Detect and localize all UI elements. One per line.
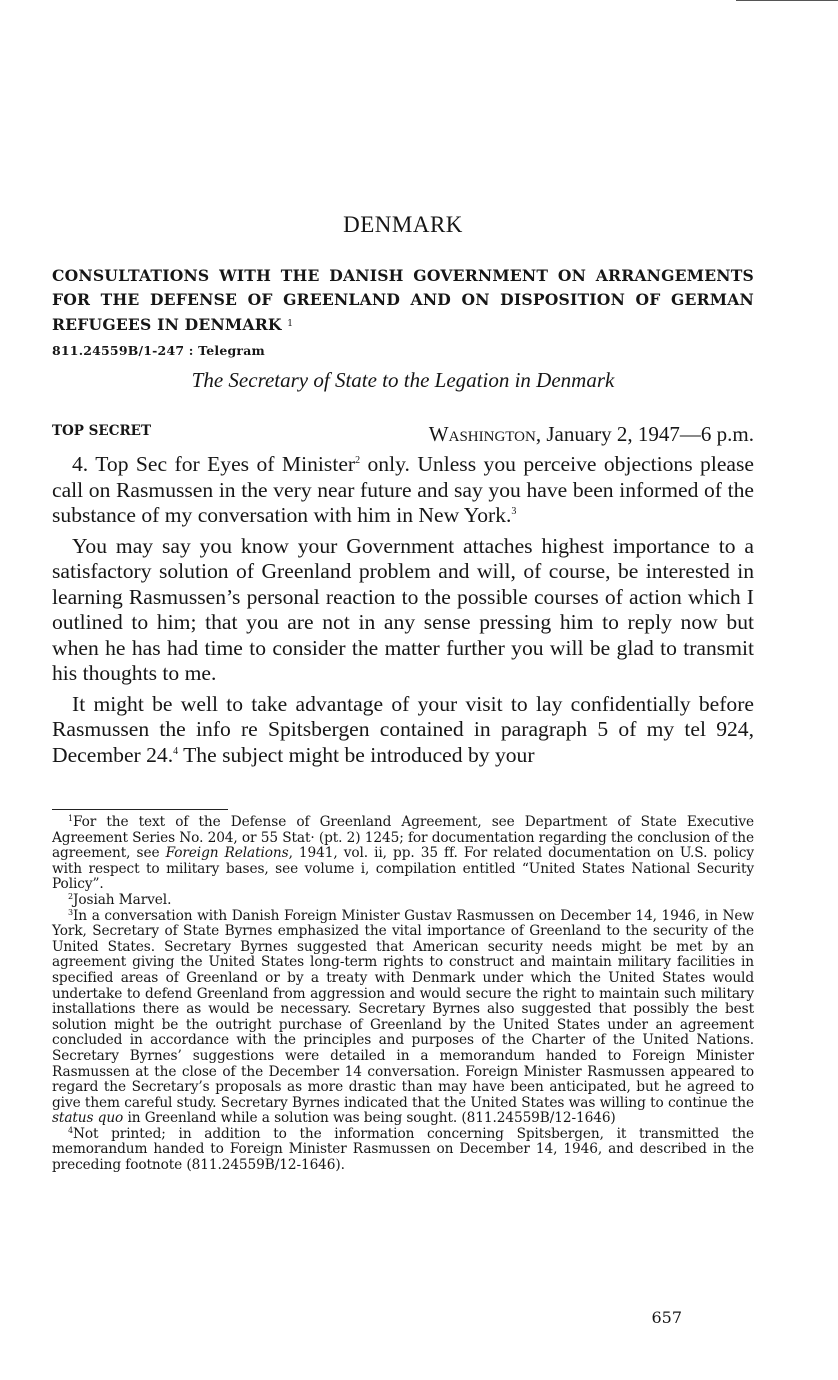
footnote-text: For the text of the Defense of Greenland Agreement, see Department of State Executive Agreement Series No. 204, or 55 Stat· (pt. 2) 1245; for documentation regarding the conclusion of the agreement, see (52, 814, 754, 862)
file-number: 811.24559B/1-247 : Telegram (52, 343, 265, 358)
dateline-date: January 2, 1947—6 p.m. (546, 422, 754, 446)
footnote-1 (52, 815, 754, 893)
footnote-italic: status quo (52, 1110, 124, 1127)
telegram-body (52, 452, 754, 773)
dateline-place: Washington, (428, 422, 542, 446)
footnote-divider (52, 809, 228, 810)
document-heading (52, 264, 754, 337)
footnote-text: in Greenland while a solution was being sought. (811.24559B/12-1646) (123, 1110, 616, 1127)
body-paragraph (52, 692, 754, 769)
footnote-4 (52, 1127, 754, 1174)
footnote-2 (52, 893, 754, 909)
classification-label: TOP SECRET (52, 423, 151, 439)
footnote-italic: Foreign Relations (165, 845, 289, 862)
paragraph-text: only. Unless you perceive objections please call on Rasmussen in the very near future and say you have been informed of the substance of my conversation with him in New York. (52, 452, 754, 527)
footnote-text: In a conversation with Danish Foreign Minister Gustav Rasmussen on December 14, 1946, in New York, Secretary of State Byrnes emphasized the vital importance of Greenland to the security of the United States. Secretary Byrnes suggested that American security needs might be met by an agreement giving the United States long-term rights to construct and maintain military facilities in specified areas of Greenland or by a treaty with Denmark under which the United States would undertake to defend Greenland from aggression and would secure the right to maintain such military installations there as would be necessary. Secretary Byrnes also suggested that possibly the best solution might be the outright purchase of Greenland by the United States under an agreement concluded in accordance with the principles and purposes of the Charter of the United Nations. Secretary Byrnes’ suggestions were detailed in a memorandum handed to Foreign Minister Rasmussen at the close of the December 14 conversation. Foreign Minister Rasmussen appeared to regard the Secretary’s proposals as more drastic than may have been anticipated, but he agreed to give them careful study. Secretary Byrnes indicated that the United States was willing to continue the (52, 907, 754, 1111)
footnote-ref: 2 (355, 455, 361, 466)
paragraph-text: It might be well to take advantage of your visit to lay confidentially before Rasmussen the info re Spitsbergen contained in paragraph 5 of my tel 924, December 24. (52, 691, 754, 767)
footnote-mark: 4 (68, 1125, 73, 1135)
section-title: DENMARK (343, 212, 463, 237)
footnote-mark: 3 (68, 907, 73, 917)
footnote-mark: 2 (68, 891, 73, 901)
body-paragraph: You may say you know your Government attaches highest importance to a satisfactory solution of Greenland problem and will, of course, be interested in learning Rasmussen’s personal reaction to the possible courses of action which I outlined to him; that you are not in any sense pressing him to reply now but when he has had time to consider the matter further you will be glad to transmit his thoughts to me. (52, 533, 754, 685)
document-title: The Secretary of State to the Legation in Denmark (191, 368, 615, 392)
dateline (429, 422, 754, 447)
footnotes (52, 815, 754, 1174)
paragraph-text: 4. Top Sec for Eyes of Minister (72, 452, 356, 476)
body-paragraph (52, 452, 754, 529)
footnote-ref: 3 (511, 506, 517, 517)
footnote-3 (52, 909, 754, 1127)
footnote-text: Not printed; in addition to the information concerning Spitsbergen, it transmitted the memorandum handed to Foreign Minister Rasmussen on December 14, 1946, and described in the preceding footnote (811.24559B/12-1646). (52, 1125, 754, 1174)
footnote-text: Josiah Marvel. (73, 891, 172, 908)
footnote-ref: 4 (173, 745, 179, 757)
heading-text: CONSULTATIONS WITH THE DANISH GOVERNMENT ON ARRANGEMENTS FOR THE DEFENSE OF GREENLAND AND ON DISPOSITION OF GERMAN REFUGEES IN DENMARK (52, 266, 754, 334)
paragraph-text: The subject might be introduced by your (178, 742, 535, 767)
page-number: 657 (651, 1308, 682, 1327)
footnote-mark: 1 (68, 814, 73, 823)
footnote-text: , 1941, vol. ii, pp. 35 ff. For related documentation on U.S. policy with respect to military bases, see volume i, compilation entitled “United States National Security Policy”. (52, 845, 755, 893)
top-edge-rule (736, 0, 838, 1)
footnote-ref: 1 (287, 319, 294, 329)
